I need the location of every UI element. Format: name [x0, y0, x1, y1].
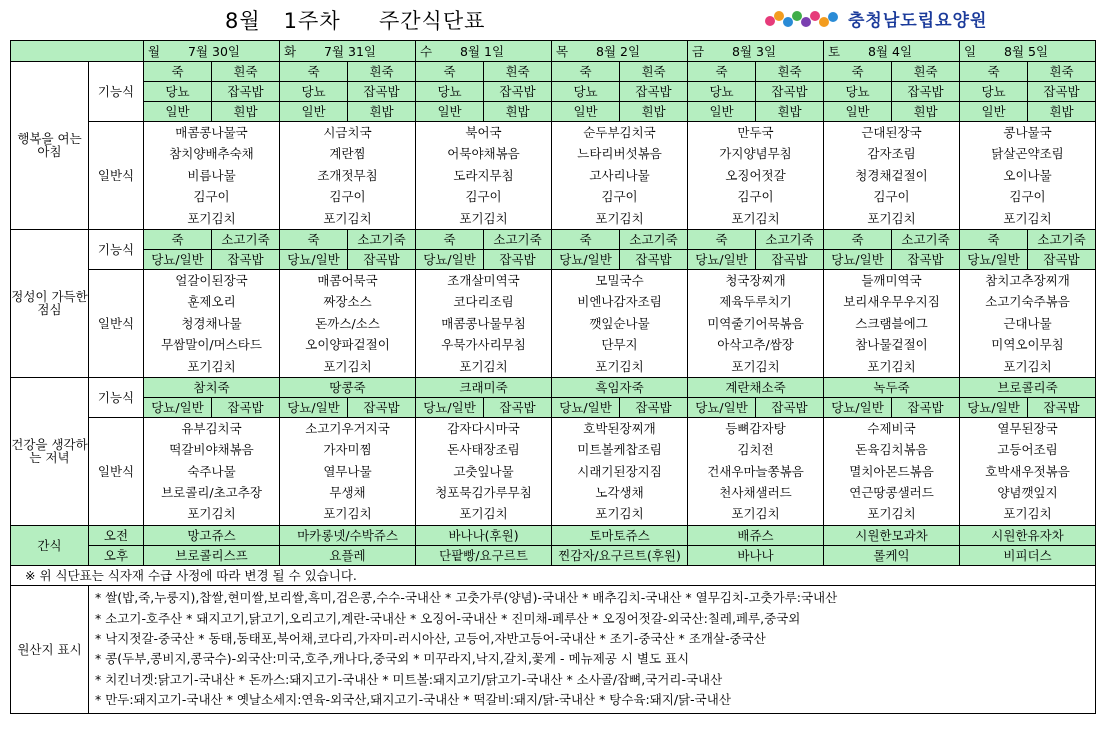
functional-item: 흰밥 [892, 102, 960, 122]
snack-am-item: 시원한유자차 [960, 525, 1096, 545]
functional-item: 흰밥 [756, 102, 824, 122]
menu-item: 포기김치 [595, 358, 644, 374]
menu-item: 열무된장국 [997, 420, 1058, 436]
origin-line: * 만두:돼지고기-국내산 * 옛날소세지:연육-외국산,돼지고기-국내산 * 떡갈비:돼지/닭-국내산 * 탕수육:돼지/닭-국내산 [95, 692, 731, 708]
pm-label: 오후 [89, 545, 144, 565]
functional-item: 당뇨/일반 [688, 249, 756, 269]
snack-pm-item: 요플레 [280, 545, 416, 565]
menu-item: 포기김치 [187, 210, 236, 226]
day-name: 수 [420, 43, 433, 59]
menu-item: 연근땅콩샐러드 [849, 485, 934, 501]
functional-item: 잡곡밥 [348, 82, 416, 102]
functional-item: 흰죽 [756, 62, 824, 82]
menu-item: 시래기된장지짐 [577, 463, 662, 479]
snack-pm-item: 바나나 [688, 545, 824, 565]
functional-item: 일반 [824, 102, 892, 122]
menu-item: 닭살곤약조림 [991, 146, 1064, 162]
functional-item: 죽 [824, 62, 892, 82]
menu-item: 보리새우무우지짐 [843, 294, 940, 310]
functional-item: 당뇨/일반 [144, 249, 212, 269]
functional-item: 당뇨/일반 [552, 397, 620, 417]
day-date: 8월 1일 [460, 43, 505, 59]
page-title: 8월 1주차 주간식단표 [225, 9, 486, 33]
day-name: 금 [692, 43, 705, 59]
origin-line: * 콩(두부,콩비지,콩국수)-외국산:미국,호주,캐나다,중국외 * 미꾸라지,낙지,갈치,꽃게 - 메뉴제공 시 별도 표시 [95, 651, 690, 667]
general-menu-cell [144, 269, 280, 377]
menu-item: 조개젓무침 [317, 167, 378, 183]
functional-porridge: 녹두죽 [824, 377, 960, 397]
functional-item: 당뇨/일반 [280, 249, 348, 269]
day-header [960, 41, 1096, 62]
functional-item: 소고기죽 [212, 229, 280, 249]
menu-item: 소고기숙주볶음 [985, 294, 1070, 310]
menu-item: 포기김치 [1003, 358, 1052, 374]
menu-item: 조개살미역국 [447, 272, 520, 288]
menu-item: 도라지무침 [453, 167, 514, 183]
menu-item: 김치전 [737, 442, 774, 458]
menu-item: 포기김치 [187, 358, 236, 374]
functional-item: 잡곡밥 [756, 82, 824, 102]
functional-item: 죽 [280, 229, 348, 249]
table-row [11, 82, 1096, 102]
functional-porridge: 크래미죽 [416, 377, 552, 397]
functional-item: 잡곡밥 [348, 397, 416, 417]
weekly-menu-table [10, 40, 1096, 714]
functional-item: 잡곡밥 [212, 249, 280, 269]
functional-item: 소고기죽 [756, 229, 824, 249]
menu-item: 계란찜 [329, 146, 366, 162]
general-menu-cell [688, 269, 824, 377]
menu-item: 짜장소스 [323, 294, 372, 310]
menu-item: 포기김치 [731, 506, 780, 522]
functional-porridge: 브로콜리죽 [960, 377, 1096, 397]
general-menu-cell [280, 417, 416, 525]
functional-item: 당뇨/일반 [824, 249, 892, 269]
general-menu-cell [144, 417, 280, 525]
menu-table-body [11, 41, 1096, 714]
functional-label: 기능식 [89, 229, 144, 269]
general-menu-cell [552, 269, 688, 377]
functional-item: 당뇨/일반 [416, 249, 484, 269]
menu-item: 매콤콩나물국 [175, 125, 248, 140]
menu-item: 수제비국 [867, 420, 916, 436]
menu-item: 노각생채 [595, 485, 644, 501]
functional-item: 당뇨 [960, 82, 1028, 102]
menu-item: 오징어젓갈 [725, 167, 786, 183]
functional-item: 죽 [144, 62, 212, 82]
menu-item: 김구이 [465, 189, 502, 205]
menu-item: 호박새우젓볶음 [985, 463, 1070, 479]
functional-item: 잡곡밥 [620, 397, 688, 417]
day-name: 일 [964, 43, 977, 59]
day-name: 토 [828, 43, 841, 59]
menu-item: 단무지 [601, 337, 638, 353]
table-row [11, 397, 1096, 417]
functional-item: 흰밥 [212, 102, 280, 122]
origin-line: * 낙지젓갈-중국산 * 동태,동태포,북어채,코다리,가자미-러시아산, 고등어,자반고등어-국내산 * 조기-중국산 * 조개살-중국산 [95, 630, 766, 646]
functional-item: 일반 [144, 102, 212, 122]
functional-item: 잡곡밥 [1028, 249, 1096, 269]
snack-am-item: 토마토쥬스 [552, 525, 688, 545]
table-row [11, 565, 1096, 585]
menu-item: 무생채 [329, 485, 366, 501]
general-menu-cell [960, 417, 1096, 525]
menu-item: 등뼈감자탕 [725, 420, 786, 436]
table-row [11, 545, 1096, 565]
functional-item: 흰죽 [892, 62, 960, 82]
logo [762, 6, 987, 31]
menu-item: 돈육김치볶음 [855, 442, 928, 458]
table-row [11, 122, 1096, 230]
table-row [11, 102, 1096, 122]
menu-item: 만두국 [737, 125, 774, 140]
functional-item: 흰죽 [620, 62, 688, 82]
functional-item: 잡곡밥 [620, 249, 688, 269]
functional-item: 당뇨/일반 [280, 397, 348, 417]
functional-item: 당뇨 [280, 82, 348, 102]
menu-item: 북어국 [465, 125, 502, 140]
functional-item: 당뇨 [688, 82, 756, 102]
table-row [11, 62, 1096, 82]
functional-item: 당뇨/일반 [960, 397, 1028, 417]
snack-pm-item: 찐감자/요구르트(후원) [552, 545, 688, 565]
functional-porridge: 땅콩죽 [280, 377, 416, 397]
menu-item: 김구이 [193, 189, 230, 205]
functional-item: 죽 [280, 62, 348, 82]
menu-item: 근대나물 [1003, 315, 1052, 331]
menu-item: 고사리나물 [589, 167, 650, 183]
table-row [11, 525, 1096, 545]
menu-item: 감자조림 [867, 146, 916, 162]
functional-item: 일반 [688, 102, 756, 122]
menu-item: 김구이 [737, 189, 774, 205]
menu-item: 코다리조림 [453, 294, 514, 310]
menu-item: 오이나물 [1003, 167, 1052, 183]
menu-item: 포기김치 [1003, 506, 1052, 522]
menu-item: 참나물겉절이 [855, 337, 928, 353]
menu-item: 포기김치 [1003, 210, 1052, 226]
menu-item: 들깨미역국 [861, 272, 922, 288]
general-menu-cell [688, 417, 824, 525]
day-header [416, 41, 552, 62]
snack-label: 간식 [11, 525, 89, 565]
day-name: 월 [148, 43, 161, 59]
functional-item: 죽 [688, 62, 756, 82]
menu-item: 김구이 [329, 189, 366, 205]
menu-item: 어묵야채볶음 [447, 146, 520, 162]
menu-item: 김구이 [1009, 189, 1046, 205]
functional-item: 흰밥 [484, 102, 552, 122]
functional-item: 당뇨/일반 [824, 397, 892, 417]
snack-am-item: 배쥬스 [688, 525, 824, 545]
menu-item: 돈사태장조림 [447, 442, 520, 458]
functional-item: 잡곡밥 [756, 397, 824, 417]
menu-item: 호박된장찌개 [583, 420, 656, 436]
snack-am-item: 마카롱넷/수박쥬스 [280, 525, 416, 545]
menu-item: 소고기우거지국 [305, 420, 390, 436]
corner-cell [11, 41, 144, 62]
menu-item: 매콤콩나물무침 [441, 315, 526, 331]
general-menu-cell [960, 269, 1096, 377]
notice-text: ※ 위 식단표는 식자재 수급 사정에 따라 변경 될 수 있습니다. [11, 565, 1096, 585]
menu-item: 포기김치 [323, 210, 372, 226]
origin-list [89, 585, 1096, 713]
snack-pm-item: 비피더스 [960, 545, 1096, 565]
functional-item: 소고기죽 [484, 229, 552, 249]
functional-item: 죽 [416, 62, 484, 82]
snack-pm-item: 브로콜리스프 [144, 545, 280, 565]
origin-line: * 치킨너겟:닭고기-국내산 * 돈까스:돼지고기-국내산 * 미트볼:돼지고기/닭고기-국내산 * 소사골/잡뼈,국거리-국내산 [95, 671, 723, 687]
menu-item: 아삭고추/쌈장 [717, 337, 794, 353]
menu-item: 포기김치 [187, 506, 236, 522]
day-header [552, 41, 688, 62]
table-row [11, 249, 1096, 269]
functional-item: 잡곡밥 [212, 397, 280, 417]
menu-item: 훈제오리 [187, 294, 236, 310]
meal-label-dinner: 건강을 생각하는 저녁 [11, 377, 89, 525]
menu-item: 참치양배추숙채 [169, 146, 254, 162]
functional-item: 잡곡밥 [1028, 82, 1096, 102]
general-menu-cell [416, 269, 552, 377]
day-date: 8월 3일 [732, 43, 777, 59]
menu-item: 포기김치 [595, 506, 644, 522]
menu-item: 포기김치 [867, 210, 916, 226]
logo-text: 충청남도립요양원 [848, 11, 988, 31]
functional-item: 당뇨 [416, 82, 484, 102]
menu-item: 열무나물 [323, 463, 372, 479]
menu-item: 포기김치 [731, 358, 780, 374]
functional-item: 당뇨 [824, 82, 892, 102]
menu-item: 김구이 [873, 189, 910, 205]
functional-item: 죽 [552, 62, 620, 82]
menu-item: 청포묵김가루무침 [435, 485, 532, 501]
menu-item: 근대된장국 [861, 125, 922, 140]
am-label: 오전 [89, 525, 144, 545]
functional-item: 잡곡밥 [484, 82, 552, 102]
general-menu-cell [280, 269, 416, 377]
day-header [144, 41, 280, 62]
functional-item: 당뇨 [144, 82, 212, 102]
functional-item: 죽 [960, 62, 1028, 82]
meal-label-breakfast: 행복을 여는 아침 [11, 62, 89, 230]
menu-item: 청국장찌개 [725, 272, 786, 288]
menu-item: 우묵가사리무침 [441, 337, 526, 353]
functional-item: 잡곡밥 [348, 249, 416, 269]
menu-item: 깻잎순나물 [589, 315, 650, 331]
general-menu-cell [824, 417, 960, 525]
flower-logo-icon [762, 8, 844, 30]
general-menu-cell [960, 122, 1096, 230]
functional-item: 흰죽 [484, 62, 552, 82]
menu-item: 건새우마늘쫑볶음 [707, 463, 804, 479]
snack-pm-item: 단팥빵/요구르트 [416, 545, 552, 565]
functional-item: 잡곡밥 [892, 397, 960, 417]
general-menu-cell [416, 417, 552, 525]
menu-item: 포기김치 [459, 506, 508, 522]
snack-am-item: 망고쥬스 [144, 525, 280, 545]
menu-item: 오이양파겉절이 [305, 337, 390, 353]
functional-item: 흰밥 [348, 102, 416, 122]
menu-item: 유부김치국 [181, 420, 242, 436]
menu-item: 가지양념무침 [719, 146, 792, 162]
day-name: 화 [284, 43, 297, 59]
menu-item: 매콤어묵국 [317, 272, 378, 288]
functional-porridge: 참치죽 [144, 377, 280, 397]
menu-item: 미역줄기어묵볶음 [707, 315, 804, 331]
menu-item: 청경채나물 [181, 315, 242, 331]
menu-item: 비엔나감자조림 [577, 294, 662, 310]
menu-item: 가자미찜 [323, 442, 372, 458]
general-menu-cell [280, 122, 416, 230]
general-label: 일반식 [89, 122, 144, 230]
menu-item: 떡갈비야채볶음 [169, 442, 254, 458]
table-row [11, 585, 1096, 713]
general-menu-cell [824, 122, 960, 230]
general-menu-cell [552, 122, 688, 230]
origin-line: * 소고기-호주산 * 돼지고기,닭고기,오리고기,계란-국내산 * 오징어-국내산 * 진미채-페루산 * 오징어젓갈-외국산:칠레,페루,중국외 [95, 610, 801, 626]
functional-item: 당뇨 [552, 82, 620, 102]
menu-item: 순두부김치국 [583, 125, 656, 140]
day-name: 목 [556, 43, 569, 59]
functional-item: 잡곡밥 [212, 82, 280, 102]
menu-item: 얼갈이된장국 [175, 272, 248, 288]
functional-item: 흰밥 [1028, 102, 1096, 122]
table-row [11, 377, 1096, 397]
functional-item: 소고기죽 [892, 229, 960, 249]
header [0, 0, 1103, 40]
functional-item: 일반 [416, 102, 484, 122]
table-row [11, 41, 1096, 62]
functional-item: 소고기죽 [348, 229, 416, 249]
functional-porridge: 계란채소죽 [688, 377, 824, 397]
functional-item: 흰죽 [1028, 62, 1096, 82]
menu-item: 고등어조림 [997, 442, 1058, 458]
menu-item: 포기김치 [731, 210, 780, 226]
menu-item: 청경채겉절이 [855, 167, 928, 183]
general-menu-cell [688, 122, 824, 230]
menu-item: 스크램블에그 [855, 315, 928, 331]
menu-item: 참치고추장찌개 [985, 272, 1070, 288]
meal-label-lunch: 정성이 가득한 점심 [11, 229, 89, 377]
day-date: 7월 31일 [324, 43, 376, 59]
menu-item: 제육두루치기 [719, 294, 792, 310]
menu-item: 느타리버섯볶음 [577, 146, 662, 162]
menu-item: 무쌈말이/머스타드 [161, 337, 262, 353]
menu-item: 미트볼케찹조림 [577, 442, 662, 458]
functional-item: 죽 [960, 229, 1028, 249]
menu-item: 브로콜리/초고추장 [161, 485, 262, 501]
functional-item: 죽 [144, 229, 212, 249]
functional-item: 잡곡밥 [484, 249, 552, 269]
functional-item: 죽 [416, 229, 484, 249]
table-row [11, 269, 1096, 377]
functional-item: 당뇨/일반 [552, 249, 620, 269]
functional-item: 잡곡밥 [1028, 397, 1096, 417]
day-date: 8월 5일 [1004, 43, 1049, 59]
menu-item: 양념깻잎지 [997, 485, 1058, 501]
menu-item: 포기김치 [459, 210, 508, 226]
day-date: 8월 2일 [596, 43, 641, 59]
day-date: 7월 30일 [188, 43, 240, 59]
functional-item: 잡곡밥 [484, 397, 552, 417]
menu-item: 숙주나물 [187, 463, 236, 479]
functional-item: 당뇨/일반 [144, 397, 212, 417]
functional-item: 흰죽 [212, 62, 280, 82]
menu-item: 포기김치 [459, 358, 508, 374]
menu-item: 포기김치 [867, 506, 916, 522]
functional-item: 죽 [688, 229, 756, 249]
functional-item: 죽 [552, 229, 620, 249]
menu-item: 비름나물 [187, 167, 236, 183]
functional-item: 잡곡밥 [892, 82, 960, 102]
functional-porridge: 흑임자죽 [552, 377, 688, 397]
general-menu-cell [416, 122, 552, 230]
functional-item: 일반 [552, 102, 620, 122]
general-label: 일반식 [89, 417, 144, 525]
functional-item: 잡곡밥 [620, 82, 688, 102]
functional-label: 기능식 [89, 377, 144, 417]
menu-item: 포기김치 [323, 506, 372, 522]
general-menu-cell [824, 269, 960, 377]
menu-item: 멸치아몬드볶음 [849, 463, 934, 479]
menu-item: 포기김치 [323, 358, 372, 374]
functional-item: 잡곡밥 [756, 249, 824, 269]
day-date: 8월 4일 [868, 43, 913, 59]
functional-item: 일반 [280, 102, 348, 122]
menu-item: 미역오이무침 [991, 337, 1064, 353]
general-menu-cell [552, 417, 688, 525]
functional-item: 소고기죽 [1028, 229, 1096, 249]
menu-item: 김구이 [601, 189, 638, 205]
snack-am-item: 바나나(후원) [416, 525, 552, 545]
menu-item: 콩나물국 [1003, 125, 1052, 140]
table-row [11, 417, 1096, 525]
snack-pm-item: 롤케익 [824, 545, 960, 565]
functional-item: 흰죽 [348, 62, 416, 82]
snack-am-item: 시원한모과차 [824, 525, 960, 545]
menu-item: 고춧잎나물 [453, 463, 514, 479]
general-menu-cell [144, 122, 280, 230]
functional-item: 당뇨/일반 [960, 249, 1028, 269]
menu-item: 천사채샐러드 [719, 485, 792, 501]
functional-item: 흰밥 [620, 102, 688, 122]
table-row [11, 229, 1096, 249]
day-header [280, 41, 416, 62]
menu-item: 감자다시마국 [447, 420, 520, 436]
menu-item: 포기김치 [595, 210, 644, 226]
functional-item: 당뇨/일반 [688, 397, 756, 417]
day-header [824, 41, 960, 62]
functional-item: 일반 [960, 102, 1028, 122]
menu-item: 돈까스/소스 [315, 315, 380, 331]
functional-item: 죽 [824, 229, 892, 249]
functional-item: 잡곡밥 [892, 249, 960, 269]
functional-item: 소고기죽 [620, 229, 688, 249]
day-header [688, 41, 824, 62]
menu-item: 포기김치 [867, 358, 916, 374]
origin-label: 원산지 표시 [11, 585, 89, 713]
functional-label: 기능식 [89, 62, 144, 122]
origin-line: * 쌀(밥,죽,누룽지),찹쌀,현미쌀,보리쌀,흑미,검은콩,수수-국내산 * 고춧가루(양념)-국내산 * 배추김치-국내산 * 열무김치-고춧가루:국내산 [95, 590, 838, 606]
menu-item: 시금치국 [323, 125, 372, 140]
functional-item: 당뇨/일반 [416, 397, 484, 417]
menu-item: 모밀국수 [595, 272, 644, 288]
general-label: 일반식 [89, 269, 144, 377]
